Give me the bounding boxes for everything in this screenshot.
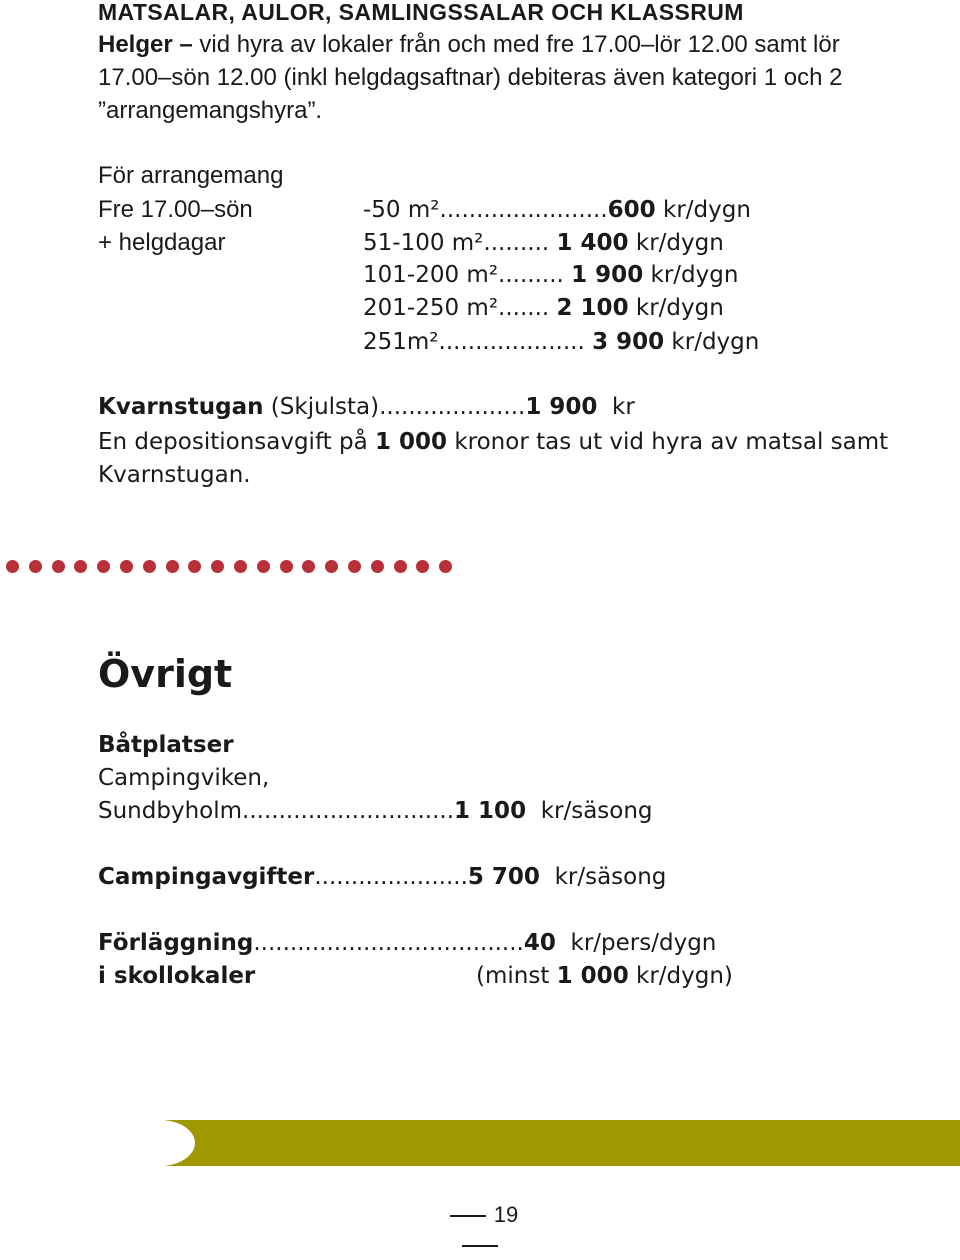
minst-amount: 1 000	[556, 963, 629, 989]
rate-size: 101-200 m²	[363, 262, 499, 288]
rate-size: 201-250 m²	[363, 295, 499, 321]
rate-dots: .........	[483, 230, 550, 256]
divider-dot	[348, 560, 361, 573]
divider-dot	[6, 560, 19, 573]
batplatser-dots: .............................	[242, 798, 455, 824]
kvarnstugan-row	[98, 391, 635, 423]
rate-row	[363, 292, 724, 324]
camping-row	[98, 861, 666, 893]
camping-price: 5 700	[467, 864, 540, 890]
rate-row	[363, 194, 751, 226]
arrangement-label-2: Fre 17.00–sön	[98, 196, 253, 223]
deposit-line-2: Kvarnstugan.	[98, 462, 251, 488]
forlaggning-row	[98, 927, 716, 959]
forlaggning-dots: .....................................	[253, 930, 524, 956]
arrangement-label-1: För arrangemang	[98, 162, 284, 189]
divider-dot	[394, 560, 407, 573]
rate-price: 3 900	[592, 329, 665, 355]
holiday-note	[98, 28, 878, 127]
divider-dot	[52, 560, 65, 573]
holiday-note-text: vid hyra av lokaler från och med fre 17.00–lör 12.00 samt lör 17.00–sön 12.00 (inkl helgdagsaftnar) debiteras även kategori 1 och 2 ”arrangemangshyra”.	[98, 31, 843, 124]
rate-unit: kr/dygn	[650, 262, 739, 288]
divider-dot	[325, 560, 338, 573]
dot-divider	[0, 556, 470, 580]
kvarnstugan-price: 1 900	[525, 394, 598, 420]
rate-size: 251m²	[363, 329, 439, 355]
deposit-line	[98, 426, 888, 458]
section-heading: MATSALAR, AULOR, SAMLINGSSALAR OCH KLASSRUM	[98, 0, 744, 25]
rate-dots: .........	[498, 262, 564, 288]
rate-price: 2 100	[556, 295, 629, 321]
divider-dot	[143, 560, 156, 573]
kvarnstugan-dots: ....................	[379, 394, 526, 420]
divider-dot	[74, 560, 87, 573]
rate-price: 1 400	[556, 230, 629, 256]
deposit-amount: 1 000	[374, 429, 448, 455]
rate-row	[363, 326, 759, 358]
footer-band	[165, 1120, 960, 1166]
batplatser-row	[98, 795, 653, 827]
batplatser-place: Sundbyholm	[98, 798, 243, 824]
arrangement-label-3: + helgdagar	[98, 229, 226, 256]
rate-dots: ....................	[438, 329, 585, 355]
page-number-text: 19	[493, 1202, 519, 1227]
camping-dots: .....................	[314, 864, 468, 890]
batplatser-heading: Båtplatser	[98, 732, 234, 758]
forlaggning-price: 40	[523, 930, 556, 956]
divider-dot	[29, 560, 42, 573]
rate-size: -50 m²	[363, 197, 440, 223]
camping-label: Campingavgifter	[98, 864, 315, 890]
divider-dot	[211, 560, 224, 573]
divider-dot	[97, 560, 110, 573]
forlaggning-label-2: i skollokaler	[98, 963, 256, 989]
page-number	[420, 1200, 540, 1260]
rate-price: 600	[607, 197, 656, 223]
rate-unit: kr/dygn	[663, 197, 751, 223]
divider-dot	[416, 560, 429, 573]
ovrigt-title: Övrigt	[98, 652, 233, 696]
rate-size: 51-100 m²	[363, 230, 484, 256]
divider-dot	[439, 560, 452, 573]
divider-dot	[188, 560, 201, 573]
rate-unit: kr/dygn	[671, 329, 760, 355]
page-number-rule-right	[462, 1245, 498, 1247]
batplatser-unit: kr/säsong	[540, 798, 653, 824]
divider-dot	[371, 560, 384, 573]
kvarnstugan-name: Kvarnstugan	[98, 394, 264, 420]
deposit-suffix: kronor tas ut vid hyra av matsal samt	[447, 429, 889, 455]
rate-row	[363, 259, 738, 291]
rate-dots: .......	[498, 295, 550, 321]
camping-unit: kr/säsong	[554, 864, 667, 890]
divider-dot	[166, 560, 179, 573]
divider-dot	[257, 560, 270, 573]
minst-suffix: kr/dygn)	[628, 963, 733, 989]
batplatser-price: 1 100	[454, 798, 527, 824]
deposit-prefix: En depositionsavgift på	[98, 429, 375, 455]
divider-dot	[120, 560, 133, 573]
kvarnstugan-place: (Skjulsta)	[263, 394, 380, 420]
batplatser-line-1: Campingviken,	[98, 765, 270, 791]
rate-unit: kr/dygn	[635, 295, 724, 321]
forlaggning-unit: kr/pers/dygn	[570, 930, 717, 956]
rate-row	[363, 227, 724, 259]
page-number-rule-left	[450, 1215, 486, 1217]
holiday-note-label: Helger –	[98, 31, 193, 58]
forlaggning-label: Förläggning	[98, 930, 254, 956]
divider-dot	[280, 560, 293, 573]
divider-dot	[302, 560, 315, 573]
rate-unit: kr/dygn	[635, 230, 724, 256]
rate-dots: .......................	[439, 197, 608, 223]
minst-prefix: (minst	[476, 963, 557, 989]
divider-dot	[234, 560, 247, 573]
kvarnstugan-unit: kr	[612, 394, 635, 420]
rate-price: 1 900	[571, 262, 644, 288]
minst-note	[476, 960, 733, 992]
